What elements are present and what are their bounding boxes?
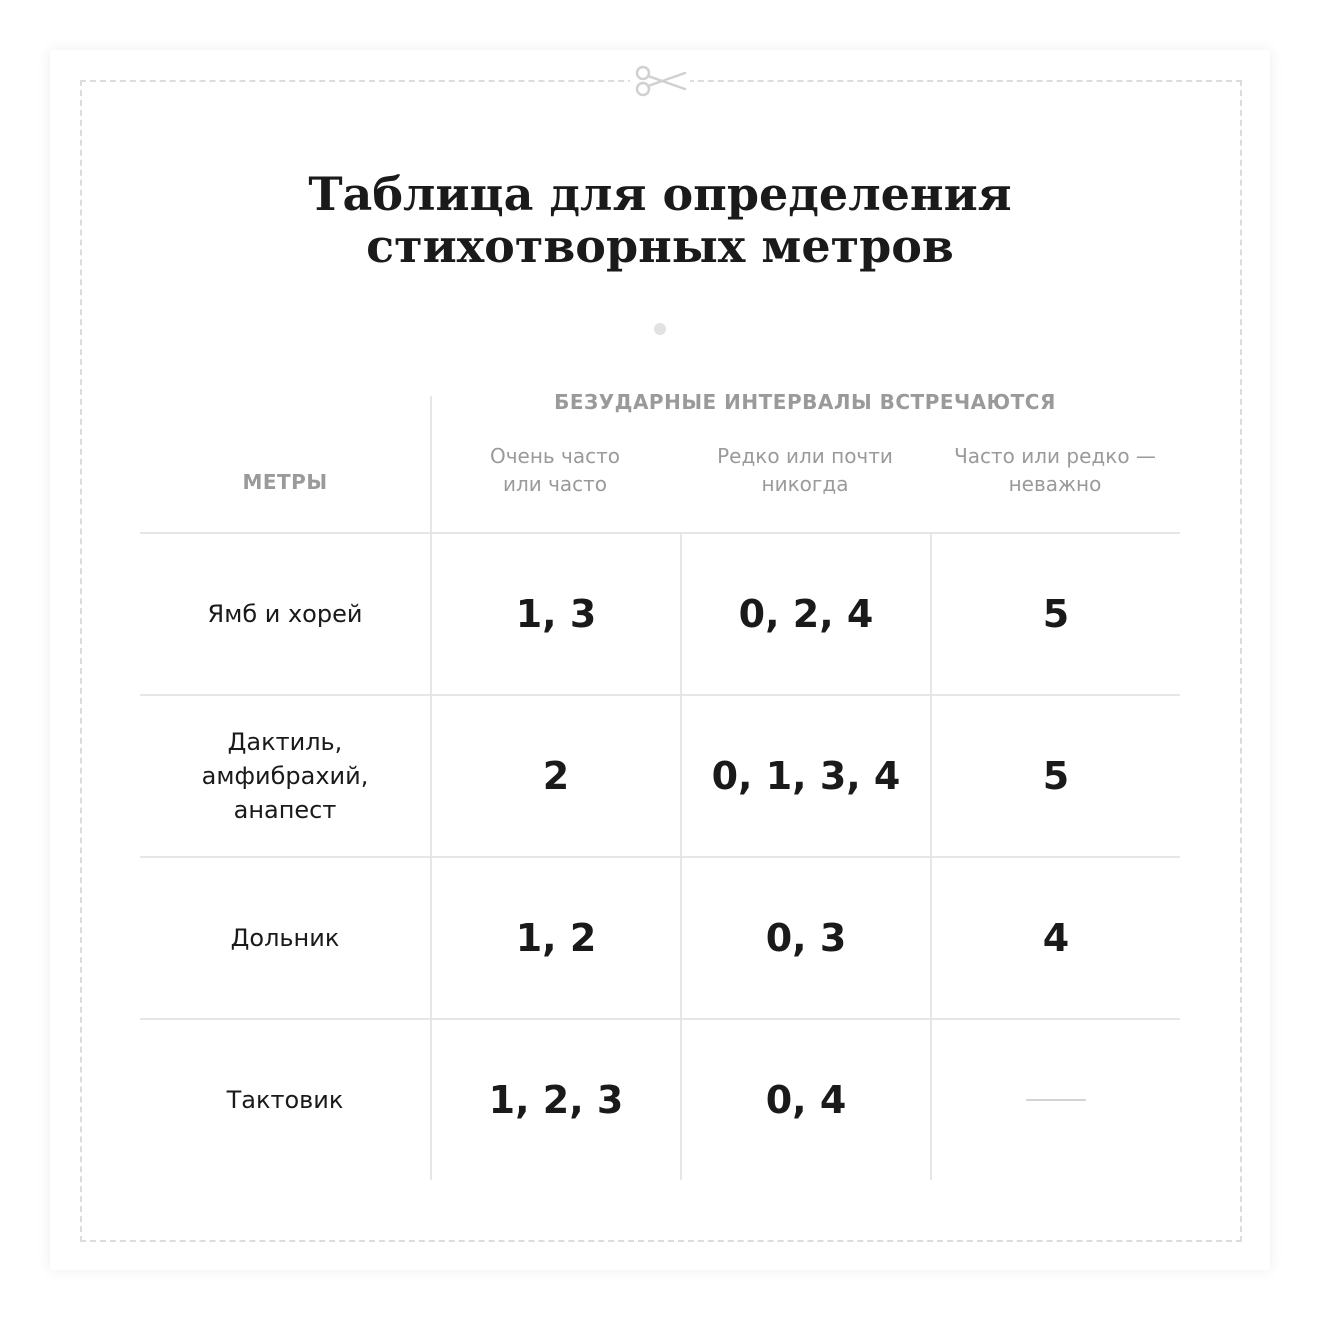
meter-name: Дактиль, (227, 728, 343, 756)
interval-value: 1, 2 (515, 916, 597, 960)
separator-dot (654, 323, 666, 335)
title-line-1: Таблица для определения (308, 167, 1012, 221)
interval-value: 0, 2, 4 (738, 592, 874, 636)
interval-value: 5 (1042, 592, 1070, 636)
interval-value: 1, 3 (515, 592, 597, 636)
column-header-rarely (680, 442, 930, 498)
meters-header: МЕТРЫ (242, 470, 328, 494)
interval-value: 4 (1042, 916, 1070, 960)
interval-value: 0, 4 (765, 1078, 847, 1122)
scissors-icon (630, 62, 690, 100)
interval-value: 5 (1042, 754, 1070, 798)
meter-name-cell (140, 858, 430, 1018)
column-header-line: Редко или почти (717, 444, 893, 468)
meter-name-cell (140, 696, 430, 856)
interval-value: 0, 3 (765, 916, 847, 960)
meter-name: анапест (233, 796, 337, 824)
column-header-line: или часто (502, 472, 608, 496)
column-header-line: никогда (761, 472, 849, 496)
column-header-line: Очень часто (489, 444, 621, 468)
meter-name: Дольник (230, 924, 340, 952)
dash-mark (1026, 1099, 1086, 1101)
interval-value: 1, 2, 3 (488, 1078, 624, 1122)
interval-value: 2 (542, 754, 570, 798)
interval-value: 0, 1, 3, 4 (711, 754, 901, 798)
meter-name: Тактовик (226, 1086, 344, 1114)
meter-name: амфибрахий, (201, 762, 369, 790)
empty-value-cell (932, 1020, 1180, 1180)
column-header-any (930, 442, 1180, 498)
group-header: БЕЗУДАРНЫЕ ИНТЕРВАЛЫ ВСТРЕЧАЮТСЯ (554, 390, 1056, 414)
column-header-line: неважно (1008, 472, 1102, 496)
page-title (140, 168, 1180, 272)
meter-name-cell (140, 534, 430, 694)
meter-name: Ямб и хорей (207, 600, 363, 628)
meter-name-cell (140, 1020, 430, 1180)
title-line-2: стихотворных метров (366, 219, 954, 273)
column-header-very-often (430, 442, 680, 498)
column-header-line: Часто или редко — (954, 444, 1156, 468)
